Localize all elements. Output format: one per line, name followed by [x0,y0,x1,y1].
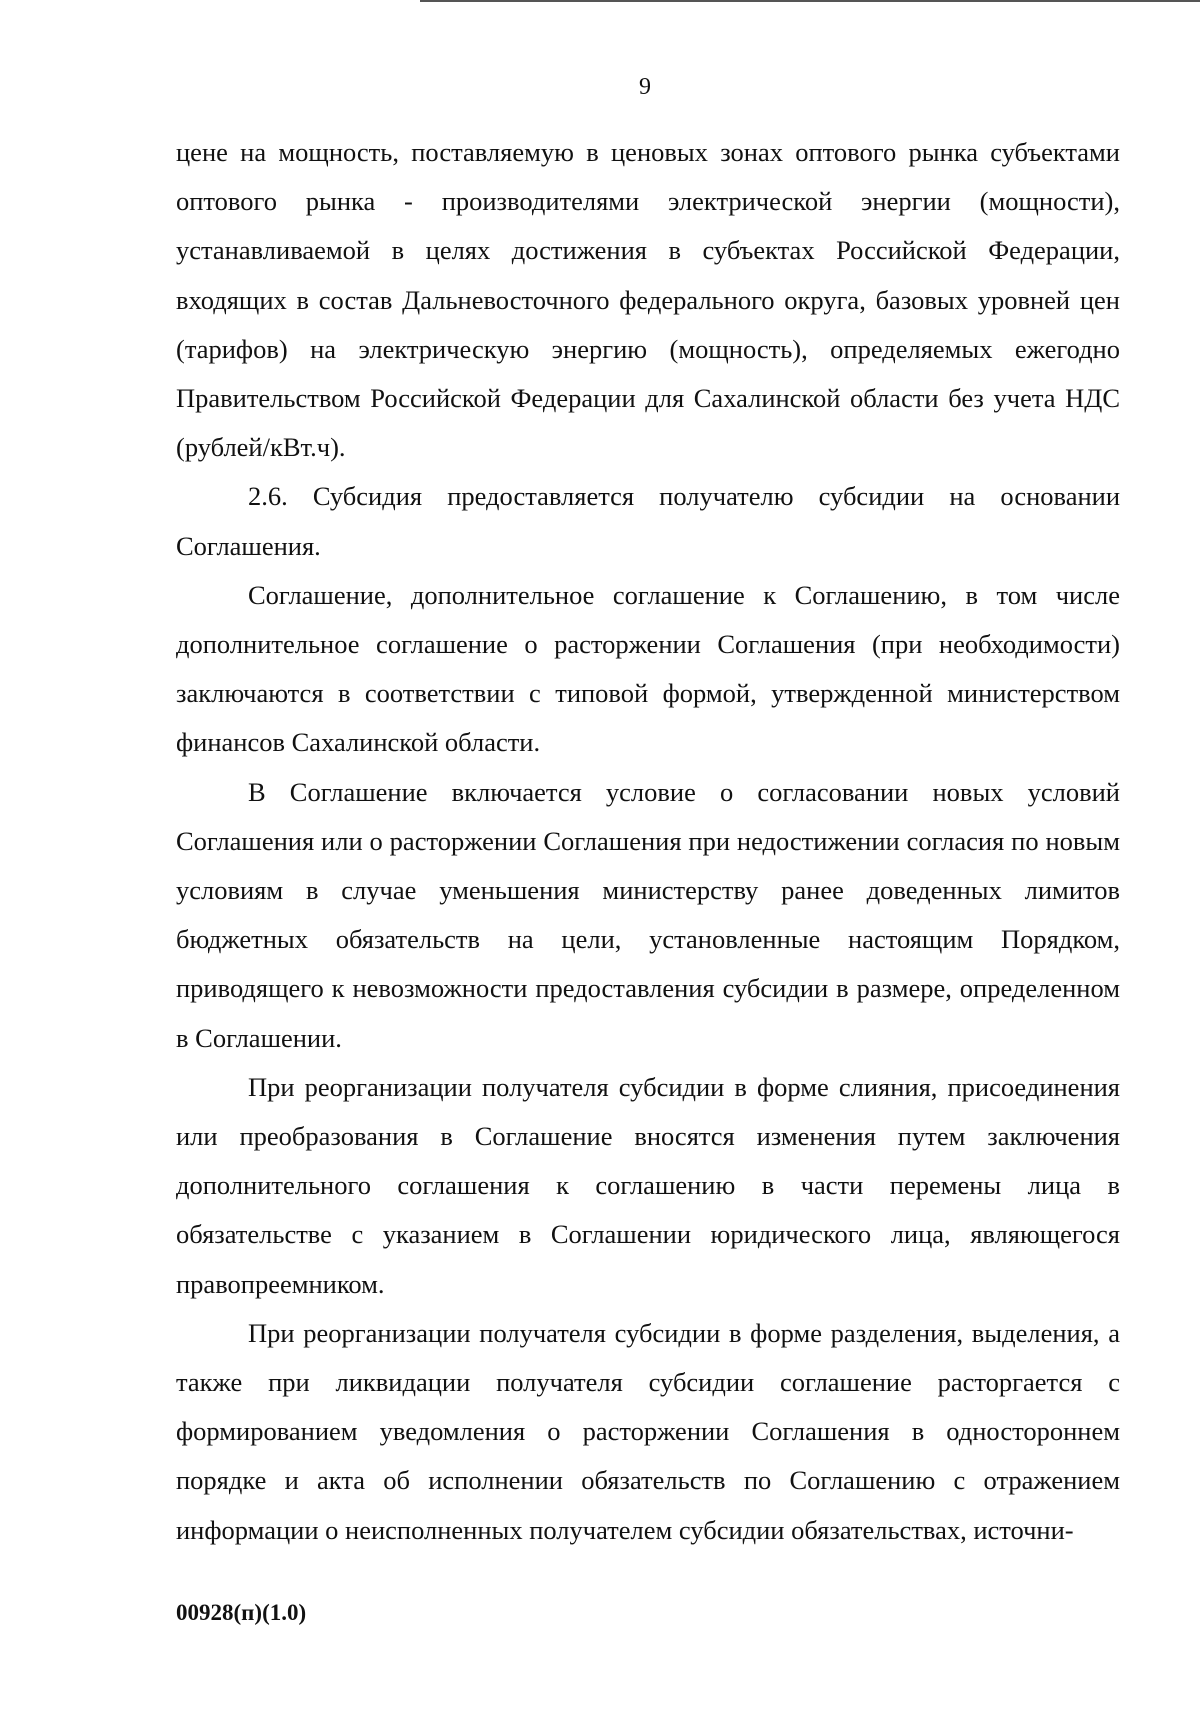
paragraph-continuation: цене на мощность, поставляемую в ценовых зонах оптового рынка субъектами оптового рынка - производителями электрической энергии (мощности), устанавливаемой в целях достижения в субъектах Российской Федерации, входящих в состав Дальневосточного федерального округа, базовых уровней цен (тарифов) на электрическую энергию (мощность), определяемых ежегодно Правительством Российской Федерации для Сахалинской области без учета НДС (рублей/кВт.ч). [176,137,1120,463]
document-code: 00928(п)(1.0) [176,1600,307,1625]
top-border-line [420,0,1200,2]
paragraph-reorganization-division: При реорганизации получателя субсидии в форме разделения, выделения, а также при ликвидации получателя субсидии соглашение расторгается с формированием уведомления о расторжении Соглашения в одностороннем порядке и акта об исполнении обязательств по Соглашению с отражением информации о неисполненных получателем субсидии обязательствах, источни- [176,1317,1120,1545]
paragraph-agreement-form: Соглашение, дополнительное соглашение к Соглашению, в том числе дополнительное соглашение о расторжении Соглашения (при необходимости) заключаются в соответствии с типовой формой, утвержденной министерством финансов Сахалинской области. [176,579,1120,758]
document-body [176,128,1120,1555]
paragraph-2-6: 2.6. Субсидия предоставляется получателю субсидии на основании Соглашения. [176,481,1120,561]
page-number: 9 [639,74,651,100]
paragraph-new-conditions: В Соглашение включается условие о согласовании новых условий Соглашения или о расторжении Соглашения при недостижении согласия по новым условиям в случае уменьшения министерству ранее доведенных лимитов бюджетных обязательств на цели, установленные настоящим Порядком, приводящего к невозможности предоставления субсидии в размере, определенном в Соглашении. [176,776,1120,1053]
paragraph-reorganization-merger: При реорганизации получателя субсидии в форме слияния, присоединения или преобразования в Соглашение вносятся изменения путем заключения дополнительного соглашения к соглашению в части перемены лица в обязательстве с указанием в Соглашении юридического лица, являющегося правопреемником. [176,1071,1120,1299]
